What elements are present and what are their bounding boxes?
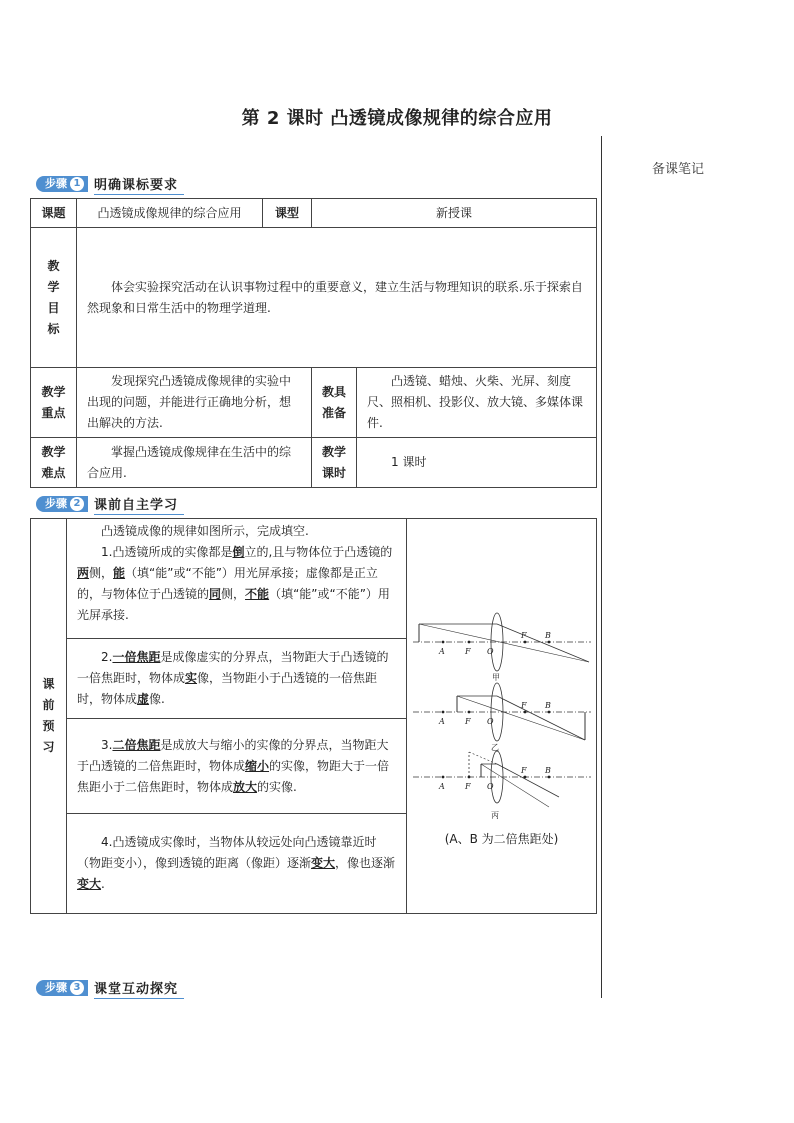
step-2-header [36, 495, 184, 513]
preview-side-header: 课 前 预 习 [31, 519, 67, 914]
diagram-yi [413, 683, 591, 752]
caption-yi: 乙 [490, 743, 499, 752]
type-value: 新授课 [312, 199, 597, 228]
label-f2-bing: F [520, 766, 527, 775]
margin-divider [601, 136, 602, 998]
answer-2-1: 一倍焦距 [112, 650, 161, 664]
answer-3-1: 二倍焦距 [112, 737, 161, 752]
answer-4-2: 变大 [77, 877, 102, 891]
answer-1-4: 同 [209, 587, 222, 601]
lens-figure [407, 519, 597, 914]
step-3-header [36, 979, 184, 997]
step-3-badge: 步骤 3 [36, 980, 88, 996]
diagram-bing [413, 751, 591, 820]
label-o-yi: O [486, 717, 494, 726]
topic-value: 凸透镜成像规律的综合应用 [77, 199, 263, 228]
label-f2-jia: F [520, 631, 527, 640]
lesson-plan-table [30, 198, 597, 488]
step-2-number: 2 [70, 497, 84, 511]
step-3-number: 3 [70, 981, 84, 995]
answer-1-5: 不能 [245, 587, 270, 601]
question-2: 2.一倍焦距是成像虚实的分界点，当物距大于凸透镜的一倍焦距时，物体成实像，当物距小于凸透镜的一倍焦距时，物体成虚像. [67, 639, 407, 719]
label-a-bing: A [438, 782, 445, 791]
answer-2-2: 实 [185, 671, 198, 685]
caption-jia: 甲 [491, 673, 500, 682]
answer-3-3: 放大 [233, 779, 258, 794]
question-3: 3.二倍焦距是成放大与缩小的实像的分界点，当物距大于凸透镜的二倍焦距时，物体成缩小的实像，物距大于一倍焦距小于二倍焦距时，物体成放大的实像. [67, 719, 407, 814]
answer-1-1: 倒 [232, 545, 245, 559]
label-a-yi: A [438, 717, 445, 726]
page-title: 第 2 课时 凸透镜成像规律的综合应用 [241, 108, 553, 129]
label-f-jia: F [464, 647, 471, 656]
step-3-label: 课堂互动探究 [94, 978, 184, 999]
type-header: 课型 [263, 199, 312, 228]
question-1-text: 1.凸透镜所成的实像都是倒立的,且与物体位于凸透镜的两侧，能（填“能”或“不能”）用光屏承接；虚像都是正立的，与物体位于凸透镜的同侧，不能（填“能”或“不能”）用光屏承接. [77, 545, 393, 622]
question-4: 4.凸透镜成实像时，当物体从较远处向凸透镜靠近时（物距变小），像到透镜的距离（像距）逐渐变大，像也逐渐变大. [67, 814, 407, 914]
caption-bing: 丙 [490, 811, 499, 820]
answer-4-1: 变大 [311, 856, 336, 870]
label-o-bing: O [486, 782, 494, 791]
label-o-jia: O [486, 647, 494, 656]
hours-value: 1 课时 [357, 438, 597, 488]
step-1-label: 明确课标要求 [94, 174, 184, 195]
answer-1-2: 两 [77, 566, 90, 580]
label-f2-yi: F [520, 701, 527, 710]
step-2-badge: 步骤 2 [36, 496, 88, 512]
label-b-yi: B [544, 701, 551, 710]
question-1 [67, 519, 407, 639]
answer-1-3: 能 [113, 566, 126, 580]
preview-table [30, 518, 597, 914]
goal-header: 教 学 目 标 [31, 228, 77, 368]
label-f-bing: F [464, 782, 471, 791]
label-b-jia: B [544, 631, 551, 640]
key-point-header: 教学 重点 [31, 368, 77, 438]
answer-3-2: 缩小 [245, 758, 270, 773]
side-note: 备课笔记 [652, 162, 705, 177]
label-a-jia: A [438, 647, 445, 656]
goal-value: 体会实验探究活动在认识事物过程中的重要意义，建立生活与物理知识的联系.乐于探索自然现象和日常生活中的物理学道理. [77, 228, 597, 368]
step-1-number: 1 [70, 177, 84, 191]
diagram-jia [413, 613, 591, 682]
lens-diagram [409, 582, 595, 822]
answer-2-3: 虚 [137, 692, 150, 706]
tools-header: 教具 准备 [312, 368, 357, 438]
difficulty-header: 教学 难点 [31, 438, 77, 488]
step-1-header [36, 175, 184, 193]
hours-header: 教学 课时 [312, 438, 357, 488]
figure-note: (A、B 为二倍焦距处) [444, 832, 559, 846]
key-point-value: 发现探究凸透镜成像规律的实验中出现的问题，并能进行正确地分析，想出解决的方法. [77, 368, 312, 438]
step-2-label: 课前自主学习 [94, 494, 184, 515]
label-f-yi: F [464, 717, 471, 726]
difficulty-value: 掌握凸透镜成像规律在生活中的综合应用. [77, 438, 312, 488]
tools-value: 凸透镜、蜡烛、火柴、光屏、刻度尺、照相机、投影仪、放大镜、多媒体课件. [357, 368, 597, 438]
label-b-bing: B [544, 766, 551, 775]
topic-header: 课题 [31, 199, 77, 228]
step-1-badge: 步骤 1 [36, 176, 88, 192]
preview-intro: 凸透镜成像的规律如图所示，完成填空. [101, 524, 309, 538]
